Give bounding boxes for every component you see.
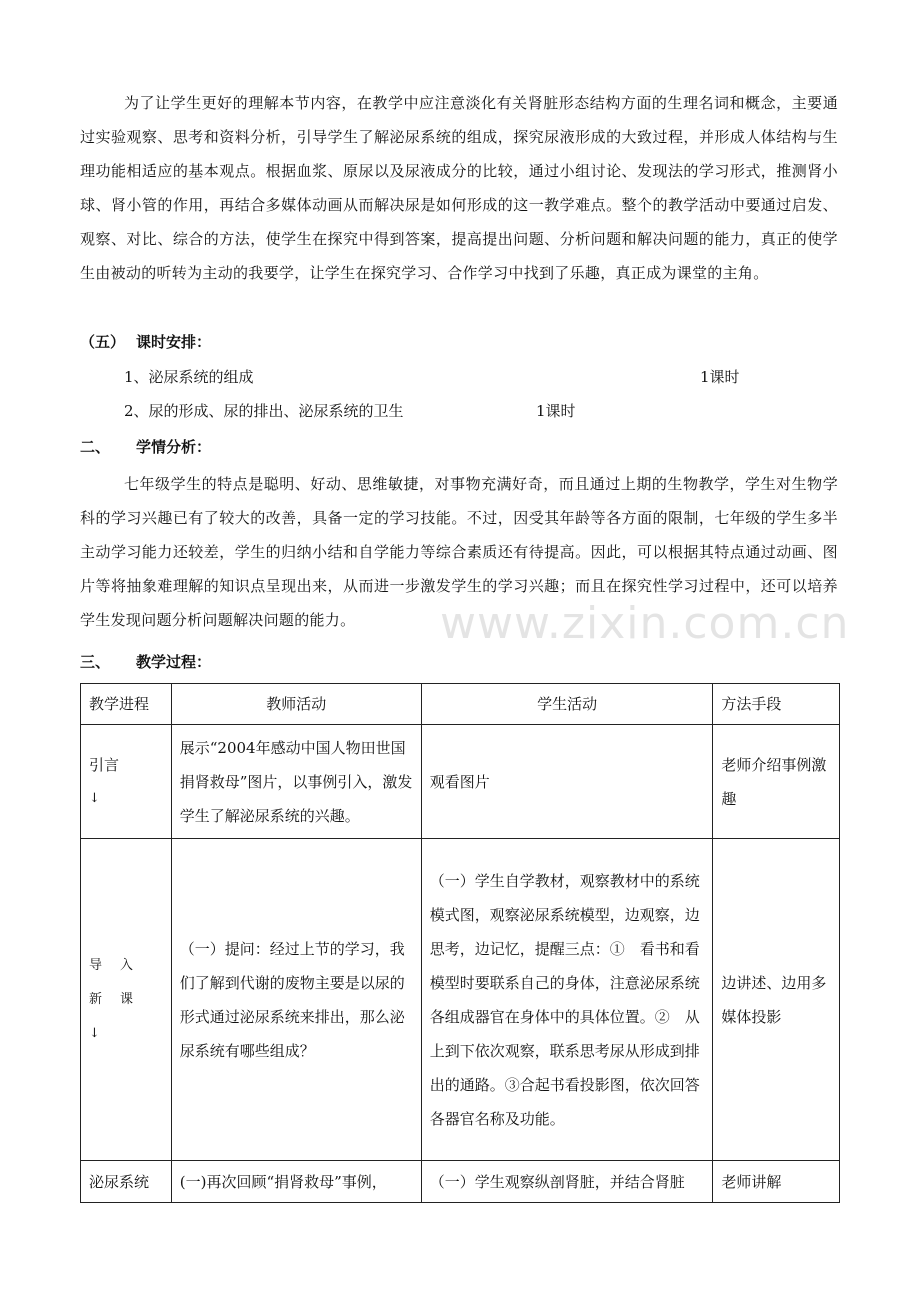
stage-cell <box>81 839 172 1161</box>
table-header-row <box>81 684 840 725</box>
schedule-hours-1: 1课时 <box>700 368 740 386</box>
method-cell: 边讲述、边用多媒体投影 <box>713 839 840 1161</box>
schedule-item-2: 2、尿的形成、尿的排出、泌尿系统的卫生 <box>124 402 404 420</box>
section-heading-process <box>80 651 211 672</box>
schedule-item-1: 1、泌尿系统的组成 <box>124 368 254 386</box>
student-activity-cell: （一）学生自学教材，观察教材中的系统模式图，观察泌尿系统模型，边观察，边思考，边记忆，提醒三点：① 看书和看模型时要联系自己的身体，注意泌尿系统各组成器官在身体中的具体位置。② 从上到下依次观察，联系思考尿从形成到排出的通路。③合起书看投影图，依次回答各器官名称及功能。 <box>421 839 713 1161</box>
header-student-activity: 学生活动 <box>421 684 713 725</box>
section-number: 二、 <box>80 438 111 456</box>
section-title: 课时安排： <box>136 333 212 351</box>
teacher-activity-cell: （一）提问：经过上节的学习，我们了解到代谢的废物主要是以尿的形式通过泌尿系统来排出，那么泌尿系统有哪些组成？ <box>171 839 421 1161</box>
section-heading-analysis <box>80 436 211 457</box>
section-title: 学情分析： <box>136 438 212 456</box>
header-stage: 教学进程 <box>81 684 172 725</box>
stage-label-line1: 导入 <box>89 957 152 973</box>
section-heading-schedule <box>80 331 211 352</box>
down-arrow-icon: ↓ <box>89 1025 100 1041</box>
schedule-hours-2: 1课时 <box>536 402 576 420</box>
student-activity-cell: 观看图片 <box>421 725 713 839</box>
header-method: 方法手段 <box>713 684 840 725</box>
table-row <box>81 725 840 839</box>
stage-cell <box>81 725 172 839</box>
analysis-paragraph: 七年级学生的特点是聪明、好动、思维敏捷，对事物充满好奇，而且通过上期的生物教学，学生对生物学科的学习兴趣已有了较大的改善，具备一定的学习技能。不过，因受其年龄等各方面的限制，七年级的学生多半主动学习能力还较差，学生的归纳小结和自学能力等综合素质还有待提高。因此，可以根据其特点通过动画、图片等将抽象难理解的知识点呈现出来，从而进一步激发学生的学习兴趣；而且在探究性学习过程中，还可以培养学生发现问题分析问题解决问题的能力。 <box>80 475 838 629</box>
table-row <box>81 839 840 1161</box>
stage-label: 引言 <box>89 755 120 774</box>
teacher-activity-cell: 展示“2004年感动中国人物田世国捐肾救母”图片，以事例引入，激发学生了解泌尿系统的兴趣。 <box>171 725 421 839</box>
stage-cell: 泌尿系统 <box>81 1161 172 1203</box>
teacher-activity-cell: (一)再次回顾“捐肾救母”事例， <box>171 1161 421 1203</box>
student-activity-cell: （一）学生观察纵剖肾脏，并结合肾脏 <box>421 1161 713 1203</box>
section-title: 教学过程： <box>136 653 212 671</box>
method-cell: 老师讲解 <box>713 1161 840 1203</box>
section-number: 三、 <box>80 653 111 671</box>
section-number: （五） <box>80 333 126 351</box>
method-cell: 老师介绍事例激趣 <box>713 725 840 839</box>
teaching-process-table <box>80 683 840 1203</box>
stage-label-line2: 新课 <box>89 991 152 1007</box>
watermark: www.zixin.com.cn <box>440 598 850 649</box>
header-teacher-activity: 教师活动 <box>171 684 421 725</box>
intro-paragraph: 为了让学生更好的理解本节内容，在教学中应注意淡化有关肾脏形态结构方面的生理名词和概念，主要通过实验观察、思考和资料分析，引导学生了解泌尿系统的组成，探究尿液形成的大致过程，并形成人体结构与生理功能相适应的基本观点。根据血浆、原尿以及尿液成分的比较，通过小组讨论、发现法的学习形式，推测肾小球、肾小管的作用，再结合多媒体动画从而解决尿是如何形成的这一教学难点。整个的教学活动中要通过启发、观察、对比、综合的方法，使学生在探究中得到答案，提高提出问题、分析问题和解决问题的能力，真正的使学生由被动的听转为主动的我要学，让学生在探究学习、合作学习中找到了乐趣，真正成为课堂的主角。 <box>80 94 838 282</box>
table-row <box>81 1161 840 1203</box>
down-arrow-icon: ↓ <box>89 790 100 806</box>
